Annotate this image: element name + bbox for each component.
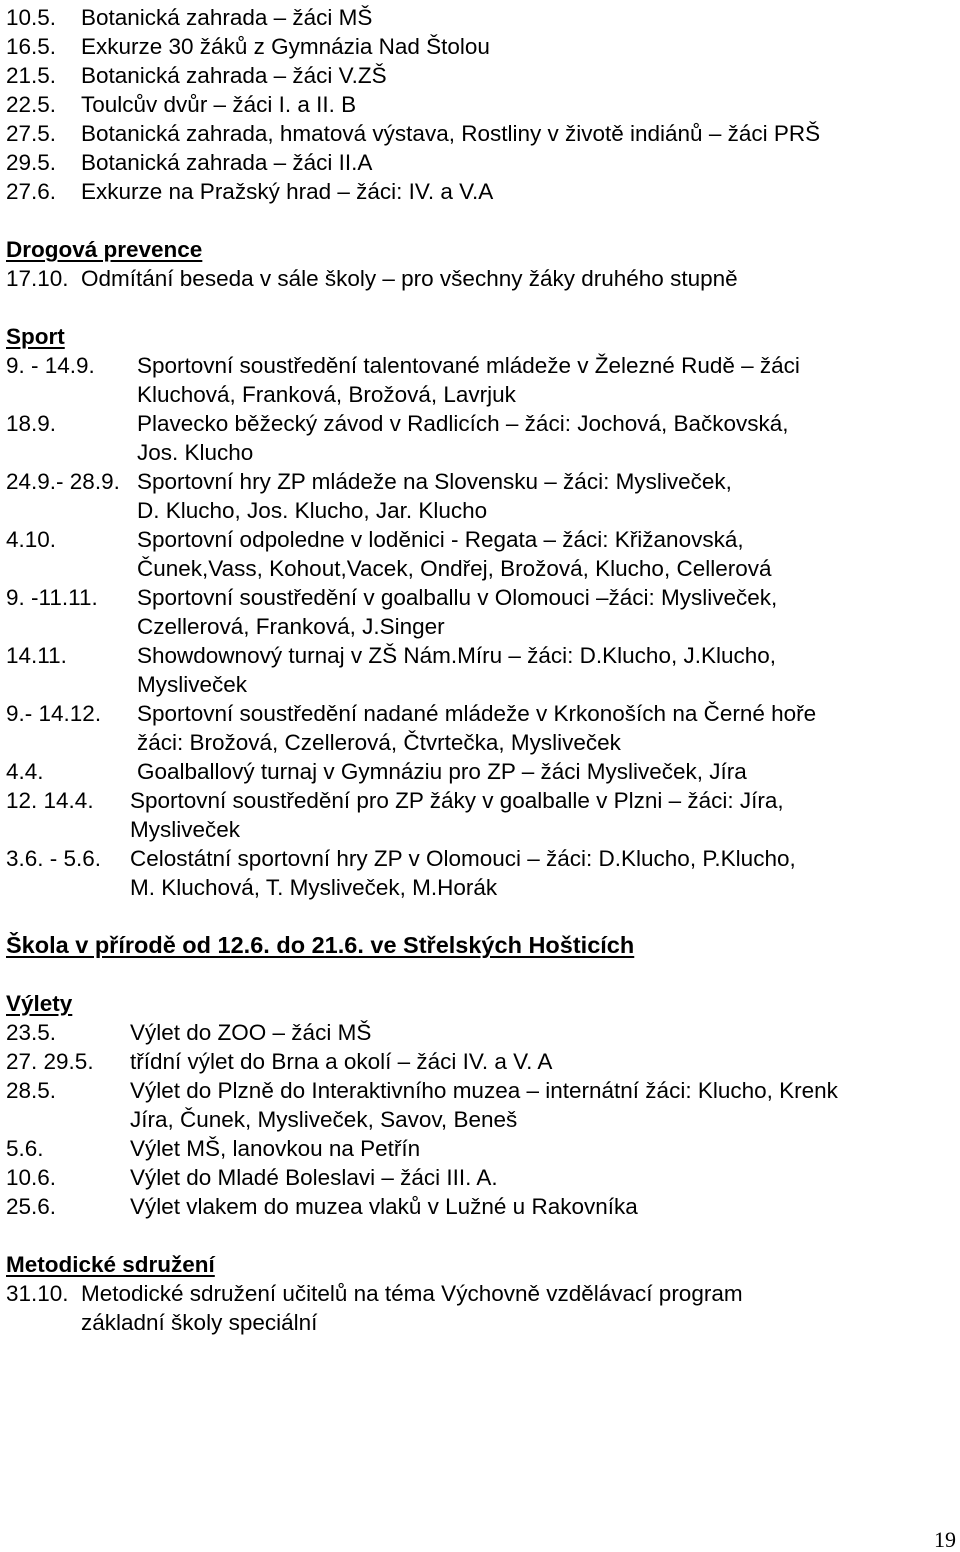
sport-list xyxy=(6,351,954,786)
list-item: 9.- 14.12. Sportovní soustředění nadané mládeže v Krkonoších na Černé hoře žáci: Brožová, Czellerová, Čtvrtečka, Mysliveček xyxy=(6,701,817,755)
list-item: 27.6. Exkurze na Pražský hrad – žáci: IV. a V.A xyxy=(6,179,494,204)
list-item: 14.11. Showdownový turnaj v ZŠ Nám.Míru – žáci: D.Klucho, J.Klucho, Mysliveček xyxy=(6,643,777,697)
list-item: 22.5. Toulcův dvůr – žáci I. a II. B xyxy=(6,92,357,117)
list-item: 5.6. Výlet MŠ, lanovkou na Petřín xyxy=(6,1136,421,1161)
list-item: 12. 14.4. Sportovní soustředění pro ZP žáky v goalballe v Plzni – žáci: Jíra, Mysliveček xyxy=(6,788,784,842)
list-item: 27.5. Botanická zahrada, hmatová výstava, Rostliny v životě indiánů – žáci PRŠ xyxy=(6,121,821,146)
list-item: 4.4. Goalballový turnaj v Gymnáziu pro ZP – žáci Mysliveček, Jíra xyxy=(6,759,747,784)
list-item: 24.9.- 28.9. Sportovní hry ZP mládeže na Slovensku – žáci: Mysliveček, D. Klucho, Jos. Klucho, Jar. Klucho xyxy=(6,469,732,523)
trips-list xyxy=(6,1018,954,1221)
list-item: 21.5. Botanická zahrada – žáci V.ZŠ xyxy=(6,63,387,88)
drug-prevention-heading: Drogová prevence xyxy=(6,237,203,262)
school-in-nature-heading: Škola v přírodě od 12.6. do 21.6. ve Střelských Hošticích xyxy=(6,932,635,958)
list-item: 9. -11.11. Sportovní soustředění v goalballu v Olomouci –žáci: Mysliveček, Czellerová, Franková, J.Singer xyxy=(6,585,778,639)
list-item: 16.5. Exkurze 30 žáků z Gymnázia Nad Štolou xyxy=(6,34,490,59)
list-item: 27. 29.5. třídní výlet do Brna a okolí – žáci IV. a V. A xyxy=(6,1049,553,1074)
list-item: 4.10. Sportovní odpoledne v loděnici - Regata – žáci: Křižanovská, Čunek,Vass, Kohout,Vacek, Ondřej, Brožová, Klucho, Cellerová xyxy=(6,527,772,581)
list-item: 9. - 14.9. Sportovní soustředění talentované mládeže v Železné Rudě – žáci Kluchová, Franková, Brožová, Lavrjuk xyxy=(6,353,800,407)
list-item: 31.10. Metodické sdružení učitelů na téma Výchovně vzdělávací program základní školy speciální xyxy=(6,1281,743,1335)
list-item: 18.9. Plavecko běžecký závod v Radlicích – žáci: Jochová, Bačkovská, Jos. Klucho xyxy=(6,411,789,465)
list-item: 29.5. Botanická zahrada – žáci II.A xyxy=(6,150,373,175)
list-item: 3.6. - 5.6. Celostátní sportovní hry ZP v Olomouci – žáci: D.Klucho, P.Klucho, M. Kluchová, T. Mysliveček, M.Horák xyxy=(6,846,796,900)
page-number: 19 xyxy=(934,1527,956,1552)
list-item: 28.5. Výlet do Plzně do Interaktivního muzea – internátní žáci: Klucho, Krenk Jíra, Čunek, Mysliveček, Savov, Beneš xyxy=(6,1078,838,1132)
list-item: 10.6. Výlet do Mladé Boleslavi – žáci III. A. xyxy=(6,1165,498,1190)
list-item: 23.5. Výlet do ZOO – žáci MŠ xyxy=(6,1020,372,1045)
events-top-list xyxy=(6,3,954,206)
list-item: 25.6. Výlet vlakem do muzea vlaků v Lužné u Rakovníka xyxy=(6,1194,638,1219)
document-page xyxy=(6,3,954,1337)
list-item: 10.5. Botanická zahrada – žáci MŠ xyxy=(6,5,373,30)
trips-heading: Výlety xyxy=(6,991,73,1016)
list-item: 17.10. Odmítání beseda v sále školy – pro všechny žáky druhého stupně xyxy=(6,266,738,291)
methodic-heading: Metodické sdružení xyxy=(6,1252,215,1277)
sport-heading: Sport xyxy=(6,324,65,349)
methodic-list xyxy=(6,1279,954,1337)
sport-list-b xyxy=(6,786,954,902)
